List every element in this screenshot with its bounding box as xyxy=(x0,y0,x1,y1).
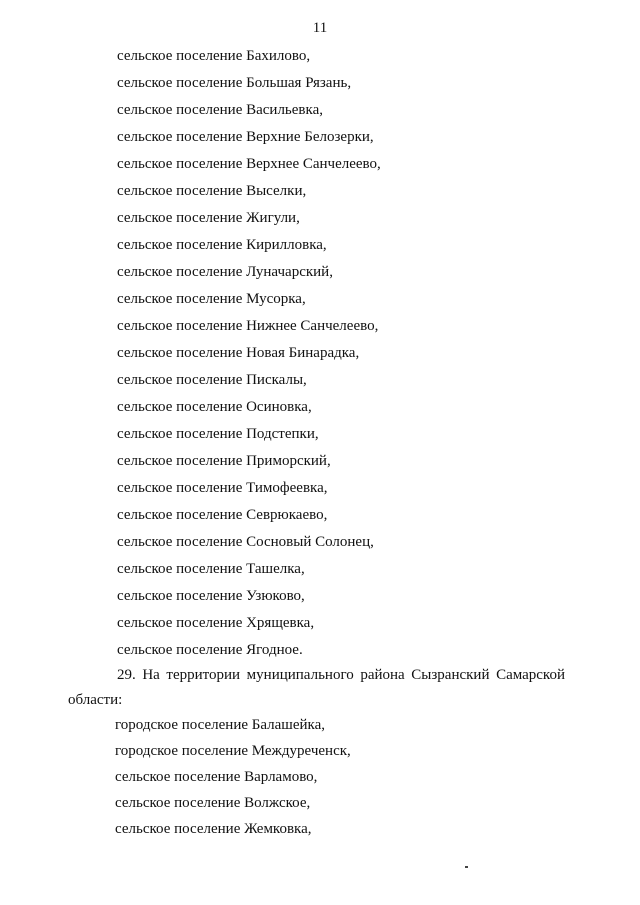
list-item: сельское поселение Тимофеевка, xyxy=(117,480,328,496)
list-item: сельское поселение Новая Бинарадка, xyxy=(117,345,360,361)
list-item: сельское поселение Васильевка, xyxy=(117,102,323,118)
list-item: сельское поселение Кирилловка, xyxy=(117,237,327,253)
list-item: сельское поселение Мусорка, xyxy=(117,291,306,307)
list-item: сельское поселение Ягодное. xyxy=(117,642,303,658)
list-item: городское поселение Междуреченск, xyxy=(115,743,351,759)
list-item: сельское поселение Жигули, xyxy=(117,210,300,226)
paragraph-29-line1: 29. На территории муниципального района Сызранский Самарской xyxy=(117,667,565,683)
list-item: сельское поселение Подстепки, xyxy=(117,426,319,442)
list-item: сельское поселение Приморский, xyxy=(117,453,331,469)
list-item: сельское поселение Осиновка, xyxy=(117,399,312,415)
scan-speck xyxy=(465,866,468,868)
list-item: сельское поселение Варламово, xyxy=(115,769,318,785)
list-item: сельское поселение Узюково, xyxy=(117,588,305,604)
list-item: сельское поселение Бахилово, xyxy=(117,48,311,64)
list-item: сельское поселение Пискалы, xyxy=(117,372,307,388)
list-item: городское поселение Балашейка, xyxy=(115,717,326,733)
page-number: 11 xyxy=(312,20,328,36)
list-item: сельское поселение Волжское, xyxy=(115,795,311,811)
list-item: сельское поселение Хрящевка, xyxy=(117,615,315,631)
list-item: сельское поселение Луначарский, xyxy=(117,264,333,280)
list-item: сельское поселение Верхнее Санчелеево, xyxy=(117,156,381,172)
list-item: сельское поселение Большая Рязань, xyxy=(117,75,352,91)
list-item: сельское поселение Жемковка, xyxy=(115,821,312,837)
list-item: сельское поселение Нижнее Санчелеево, xyxy=(117,318,379,334)
list-item: сельское поселение Выселки, xyxy=(117,183,307,199)
list-item: сельское поселение Верхние Белозерки, xyxy=(117,129,374,145)
paragraph-29-line2: области: xyxy=(68,692,123,708)
settlements-list xyxy=(117,46,381,667)
list-item: сельское поселение Сосновый Солонец, xyxy=(117,534,374,550)
list-item: сельское поселение Ташелка, xyxy=(117,561,305,577)
syzran-settlements-list xyxy=(115,715,351,845)
paragraph-29 xyxy=(68,663,565,713)
list-item: сельское поселение Севрюкаево, xyxy=(117,507,328,523)
